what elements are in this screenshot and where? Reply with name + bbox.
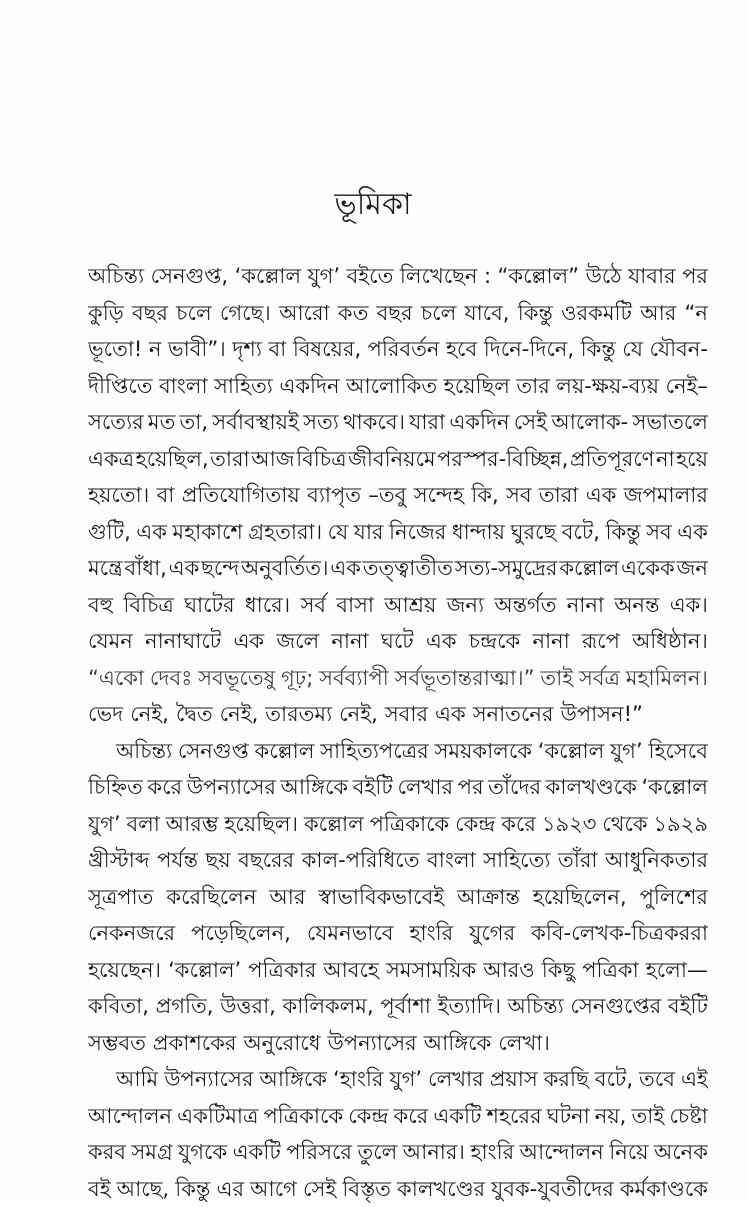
text-line: যেমন নানাঘাটে এক জলে নানা ঘটে এক চন্দ্রকে নানা রূপে অধিষ্ঠান। [88, 623, 708, 660]
text-line: আন্দোলন একটিমাত্র পত্রিকাকে কেন্দ্র করে একটি শহরের ঘটনা নয়, তাই চেষ্টা [88, 1098, 708, 1135]
text-line: ভূতো! ন ভাবী”। দৃশ্য বা বিষয়ের, পরিবর্তন হবে দিনে-দিনে, কিন্তু যে যৌবন- [88, 331, 708, 368]
text-line: ভেদ নেই, দ্বৈত নেই, তারতম্য নেই, সবার এক সনাতনের উপাসন!” [88, 696, 708, 733]
text-line: কবিতা, প্রগতি, উত্তরা, কালিকলম, পূর্বাশা ইত্যাদি। অচিন্ত্য সেনগুপ্তের বইটি [88, 988, 708, 1025]
text-line: হয়েছেন। ‘কল্লোল’ পত্রিকার আবহে সমসাময়িক আরও কিছু পত্রিকা হলো— [88, 952, 708, 989]
text-line: হয়তো। বা প্রতিযোগিতায় ব্যাপৃত –তবু সন্দেহ কি, সব তারা এক জপমালার [88, 477, 708, 514]
text-line: মন্ত্রে বাঁধা, এক ছন্দে অনুবর্তিত। এক তত্ত্বাতীত সত্য-সমুদ্রের কল্লোল একেক জন [88, 550, 708, 587]
text-line: আমি উপন্যাসের আঙ্গিকে ‘হাংরি যুগ’ লেখার প্রয়াস করছি বটে, তবে এই [88, 1061, 708, 1098]
text-line: গুটি, এক মহাকাশে গ্রহতারা। যে যার নিজের ধান্দায় ঘুরছে বটে, কিন্তু সব এক [88, 514, 708, 551]
text-line: খ্রীস্টাব্দ পর্যন্ত ছয় বছরের কাল-পরিধিতে বাংলা সাহিত্যে তাঁরা আধুনিকতার [88, 842, 708, 879]
text-line: বই আছে, কিন্তু এর আগে সেই বিস্তৃত কালখণ্ডের যুবক-যুবতীদের কর্মকাণ্ডকে [88, 1171, 708, 1207]
text-line: অচিন্ত্য সেনগুপ্ত, ‘কল্লোল যুগ’ বইতে লিখেছেন : “কল্লোল” উঠে যাবার পর [88, 258, 708, 295]
page-title: ভূমিকা [0, 185, 746, 225]
text-line: কুড়ি বছর চলে গেছে। আরো কত বছর চলে যাবে, কিন্তু ওরকমটি আর “ন [88, 295, 708, 332]
body-text [88, 258, 708, 1207]
text-line: সূত্রপাত করেছিলেন আর স্বাভাবিকভাবেই আক্রান্ত হয়েছিলেন, পুলিশের [88, 879, 708, 916]
text-line: করব সমগ্র যুগকে একটি পরিসরে তুলে আনার। হাংরি আন্দোলন নিয়ে অনেক [88, 1134, 708, 1171]
text-line: সম্ভবত প্রকাশকের অনুরোধে উপন্যাসের আঙ্গিকে লেখা। [88, 1025, 708, 1062]
text-line: “একো দেবঃ সবভূতেষু গূঢ়; সর্বব্যাপী সর্বভূতান্তরাত্মা।” তাই সর্বত্র মহামিলন। [88, 660, 708, 697]
text-line: নেকনজরে পড়েছিলেন, যেমনভাবে হাংরি যুগের কবি-লেখক-চিত্রকররা [88, 915, 708, 952]
text-line: অচিন্ত্য সেনগুপ্ত কল্লোল সাহিত্যপত্রের সময়কালকে ‘কল্লোল যুগ’ হিসেবে [88, 733, 708, 770]
text-line: সত্যের মত তা, সর্বাবস্থায়ই সত্য থাকবে। যারা একদিন সেই আলোক- সভাতলে [88, 404, 708, 441]
text-line: যুগ’ বলা আরম্ভ হয়েছিল। কল্লোল পত্রিকাকে কেন্দ্র করে ১৯২৩ থেকে ১৯২৯ [88, 806, 708, 843]
text-line: একত্র হয়েছিল, তারা আজ বিচিত্র জীবনিয়মে পরস্পর-বিচ্ছিন্ন, প্রতিপূরণে না হয়ে [88, 441, 708, 478]
text-line: চিহ্নিত করে উপন্যাসের আঙ্গিকে বইটি লেখার পর তাঁদের কালখণ্ডকে ‘কল্লোল [88, 769, 708, 806]
text-line: দীপ্তিতে বাংলা সাহিত্য একদিন আলোকিত হয়েছিল তার লয়-ক্ষয়-ব্যয় নেই– [88, 368, 708, 405]
text-line: বহু বিচিত্র ঘাটের ধারে। সর্ব বাসা আশ্রয় জন্য অন্তর্গত নানা অনন্ত এক। [88, 587, 708, 624]
